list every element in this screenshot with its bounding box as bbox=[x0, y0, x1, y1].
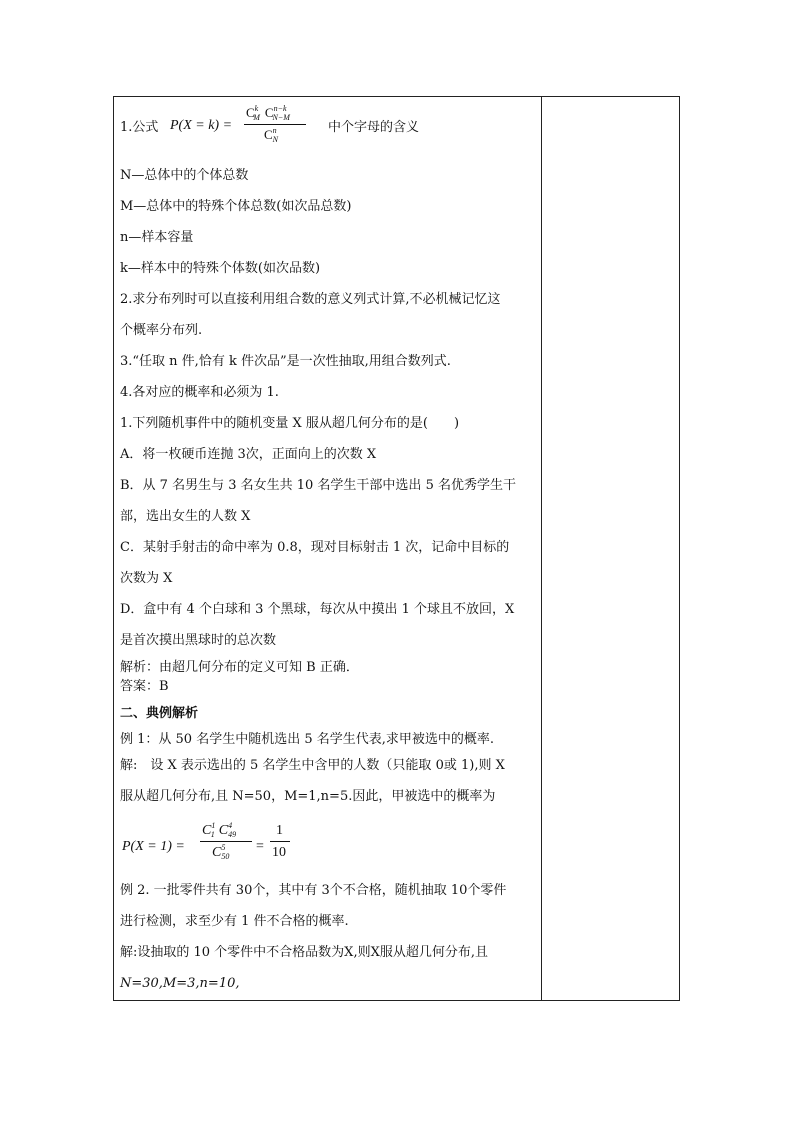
num-c1: C bbox=[246, 105, 255, 120]
answer: 答案：B bbox=[120, 679, 169, 694]
formula-lhs: P(X = k) = bbox=[170, 118, 233, 133]
option-d-cont: 是首次摸出黑球时的总次数 bbox=[120, 633, 277, 648]
text-line: 4.各对应的概率和必须为 1. bbox=[120, 385, 279, 400]
fraction-bar bbox=[244, 124, 306, 125]
question: 1.下列随机事件中的随机变量 X 服从超几何分布的是( ) bbox=[120, 416, 460, 431]
solution-1-cont: 服从超几何分布,且 N=50，M=1,n=5.因此，甲被选中的概率为 bbox=[120, 789, 496, 804]
text-line: N—总体中的个体总数 bbox=[120, 168, 249, 183]
ex1-formula-lhs: P(X = 1) = bbox=[122, 839, 185, 854]
option-b-cont: 部，选出女生的人数 X bbox=[120, 509, 251, 524]
option-c: C．某射手射击的命中率为 0.8，现对目标射击 1 次，记命中目标的 bbox=[120, 540, 510, 555]
ex1-den-c: C bbox=[212, 845, 222, 860]
formula-fraction: $C^k_M$ $C^{n-k}_{N-M}$ $C^n_N$ bbox=[244, 105, 308, 151]
text-line: n—样本容量 bbox=[120, 230, 194, 245]
option-b: B．从 7 名男生与 3 名女生共 10 名学生干部中选出 5 名优秀学生干 bbox=[120, 478, 516, 493]
result-num: 1 bbox=[276, 823, 283, 838]
option-a: A．将一枚硬币连抛 3次，正面向上的次数 X bbox=[120, 447, 377, 462]
content-table bbox=[113, 96, 680, 1001]
main-cell bbox=[114, 97, 541, 1000]
column-divider bbox=[541, 97, 542, 1000]
ex1-fraction-bar bbox=[200, 841, 252, 842]
result-den: 10 bbox=[272, 845, 286, 860]
section-heading: 二、典例解析 bbox=[120, 706, 199, 721]
ex1-num-c: C bbox=[202, 823, 212, 838]
ex1-result bbox=[270, 821, 292, 867]
option-d: D．盒中有 4 个白球和 3 个黑球，每次从中摸出 1 个球且不放回，X bbox=[120, 602, 515, 617]
solution-2: 解:设抽取的 10 个零件中不合格品数为X,则X服从超几何分布,且 bbox=[120, 945, 488, 960]
example-2-cont: 进行检测，求至少有 1 件不合格的概率. bbox=[120, 914, 349, 929]
equals-sign: = bbox=[256, 839, 264, 854]
text-line: M—总体中的特殊个体总数(如次品总数) bbox=[120, 199, 352, 214]
solution-2-cont: N=30,M=3,n=10, bbox=[120, 976, 240, 991]
text-line: 个概率分布列. bbox=[120, 323, 203, 338]
analysis: 解析：由超几何分布的定义可知 B 正确． bbox=[120, 660, 359, 675]
text-line: 3.“任取 n 件,恰有 k 件次品”是一次性抽取,用组合数列式. bbox=[120, 354, 451, 369]
solution-1: 解: 设 X 表示选出的 5 名学生中含甲的人数（只能取 0或 1),则 X bbox=[120, 758, 505, 773]
den-c: C bbox=[264, 127, 273, 142]
option-c-cont: 次数为 X bbox=[120, 571, 173, 586]
ex1-fraction: $C^1_1$ $C^4_{49}$ $C^5_{50}$ bbox=[200, 821, 260, 867]
formula-prefix: 1.公式 bbox=[120, 120, 159, 135]
result-bar bbox=[270, 841, 290, 842]
text-line: k—样本中的特殊个体数(如次品数) bbox=[120, 261, 321, 276]
example-2: 例 2. 一批零件共有 30个，其中有 3个不合格，随机抽取 10个零件 bbox=[120, 883, 507, 898]
formula-suffix: 中个字母的含义 bbox=[328, 120, 420, 135]
example-1: 例 1：从 50 名学生中随机选出 5 名学生代表,求甲被选中的概率. bbox=[120, 732, 495, 747]
text-line: 2.求分布列时可以直接利用组合数的意义列式计算,不必机械记忆这 bbox=[120, 292, 501, 307]
